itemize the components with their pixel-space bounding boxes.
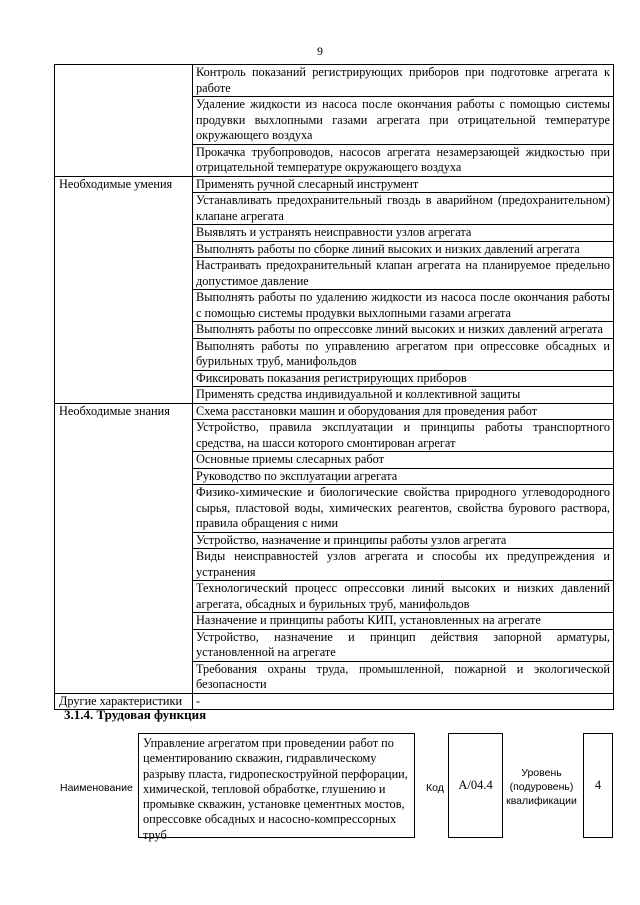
table-cell: Применять ручной слесарный инструмент — [193, 176, 614, 193]
table-cell: Выполнять работы по управлению агрегатом при опрессовке обсадных и бурильных труб, манифольдов — [193, 338, 614, 370]
table-cell: Технологический процесс опрессовки линий высоких и низких давлений агрегата, обсадных и бурильных труб, манифольдов — [193, 581, 614, 613]
table-cell: Фиксировать показания регистрирующих приборов — [193, 370, 614, 387]
table-cell: Основные приемы слесарных работ — [193, 452, 614, 469]
function-name-box: Управление агрегатом при проведении работ по цементированию скважин, гидравлическому разрыву пласта, гидропескоструйной перфорации, химической, тепловой обработке, глушению и промывке скважин, установке цементных мостов, опрессовке обсадных и насосно-компрессорных труб — [138, 733, 415, 838]
table-cell: Устройство, назначение и принцип действия запорной арматуры, установленной на агрегате — [193, 629, 614, 661]
name-label: Наименование — [60, 782, 133, 794]
row-label-knowledge: Необходимые знания — [55, 403, 193, 693]
table-cell: Виды неисправностей узлов агрегата и способы их предупреждения и устранения — [193, 549, 614, 581]
table-cell: Требования охраны труда, промышленной, пожарной и экологической безопасности — [193, 661, 614, 693]
table-cell: Руководство по эксплуатации агрегата — [193, 468, 614, 485]
page-number: 9 — [317, 44, 323, 58]
row-label-empty — [55, 65, 193, 177]
table-cell: Физико-химические и биологические свойства природного углеводородного сырья, пластовой воды, химических реагентов, свойства бурового раствора, правила обращения с ними — [193, 485, 614, 533]
qualification-level-box: 4 — [583, 733, 613, 838]
table-cell: Контроль показаний регистрирующих приборов при подготовке агрегата к работе — [193, 65, 614, 97]
table-cell: Назначение и принципы работы КИП, установленных на агрегате — [193, 613, 614, 630]
table-row — [55, 403, 614, 420]
table-row — [55, 65, 614, 97]
table-cell: Удаление жидкости из насоса после окончания работы с помощью системы продувки выхлопными газами агрегата при отрицательной температуре окружающего воздуха — [193, 97, 614, 145]
table-cell: Выполнять работы по удалению жидкости из насоса после окончания работы с помощью системы продувки выхлопными газами агрегата — [193, 290, 614, 322]
row-label-other: Другие характеристики — [55, 693, 193, 710]
code-box: А/04.4 — [448, 733, 503, 838]
section-title: 3.1.4. Трудовая функция — [64, 707, 207, 722]
table-cell: Устройство, правила эксплуатации и принципы работы транспортного средства, на шасси которого смонтирован агрегат — [193, 420, 614, 452]
table-cell: Схема расстановки машин и оборудования для проведения работ — [193, 403, 614, 420]
row-label-skills: Необходимые умения — [55, 176, 193, 403]
table-cell: Прокачка трубопроводов, насосов агрегата незамерзающей жидкостью при отрицательной температуре окружающего воздуха — [193, 144, 614, 176]
table-cell: Применять средства индивидуальной и коллективной защиты — [193, 387, 614, 404]
table-cell: Выполнять работы по сборке линий высоких и низких давлений агрегата — [193, 241, 614, 258]
table-cell: Устанавливать предохранительный гвоздь в аварийном (предохранительном) клапане агрегата — [193, 193, 614, 225]
table-cell: Выполнять работы по опрессовке линий высоких и низких давлений агрегата — [193, 322, 614, 339]
qualification-level-label: Уровень (подуровень) квалификации — [506, 767, 577, 807]
table-cell: Настраивать предохранительный клапан агрегата на планируемое предельно допустимое давление — [193, 258, 614, 290]
table-cell: - — [193, 693, 614, 710]
table-row — [55, 176, 614, 193]
competency-table — [54, 64, 614, 710]
table-cell: Устройство, назначение и принципы работы узлов агрегата — [193, 532, 614, 549]
table-cell: Выявлять и устранять неисправности узлов агрегата — [193, 225, 614, 242]
code-label: Код — [426, 782, 444, 794]
